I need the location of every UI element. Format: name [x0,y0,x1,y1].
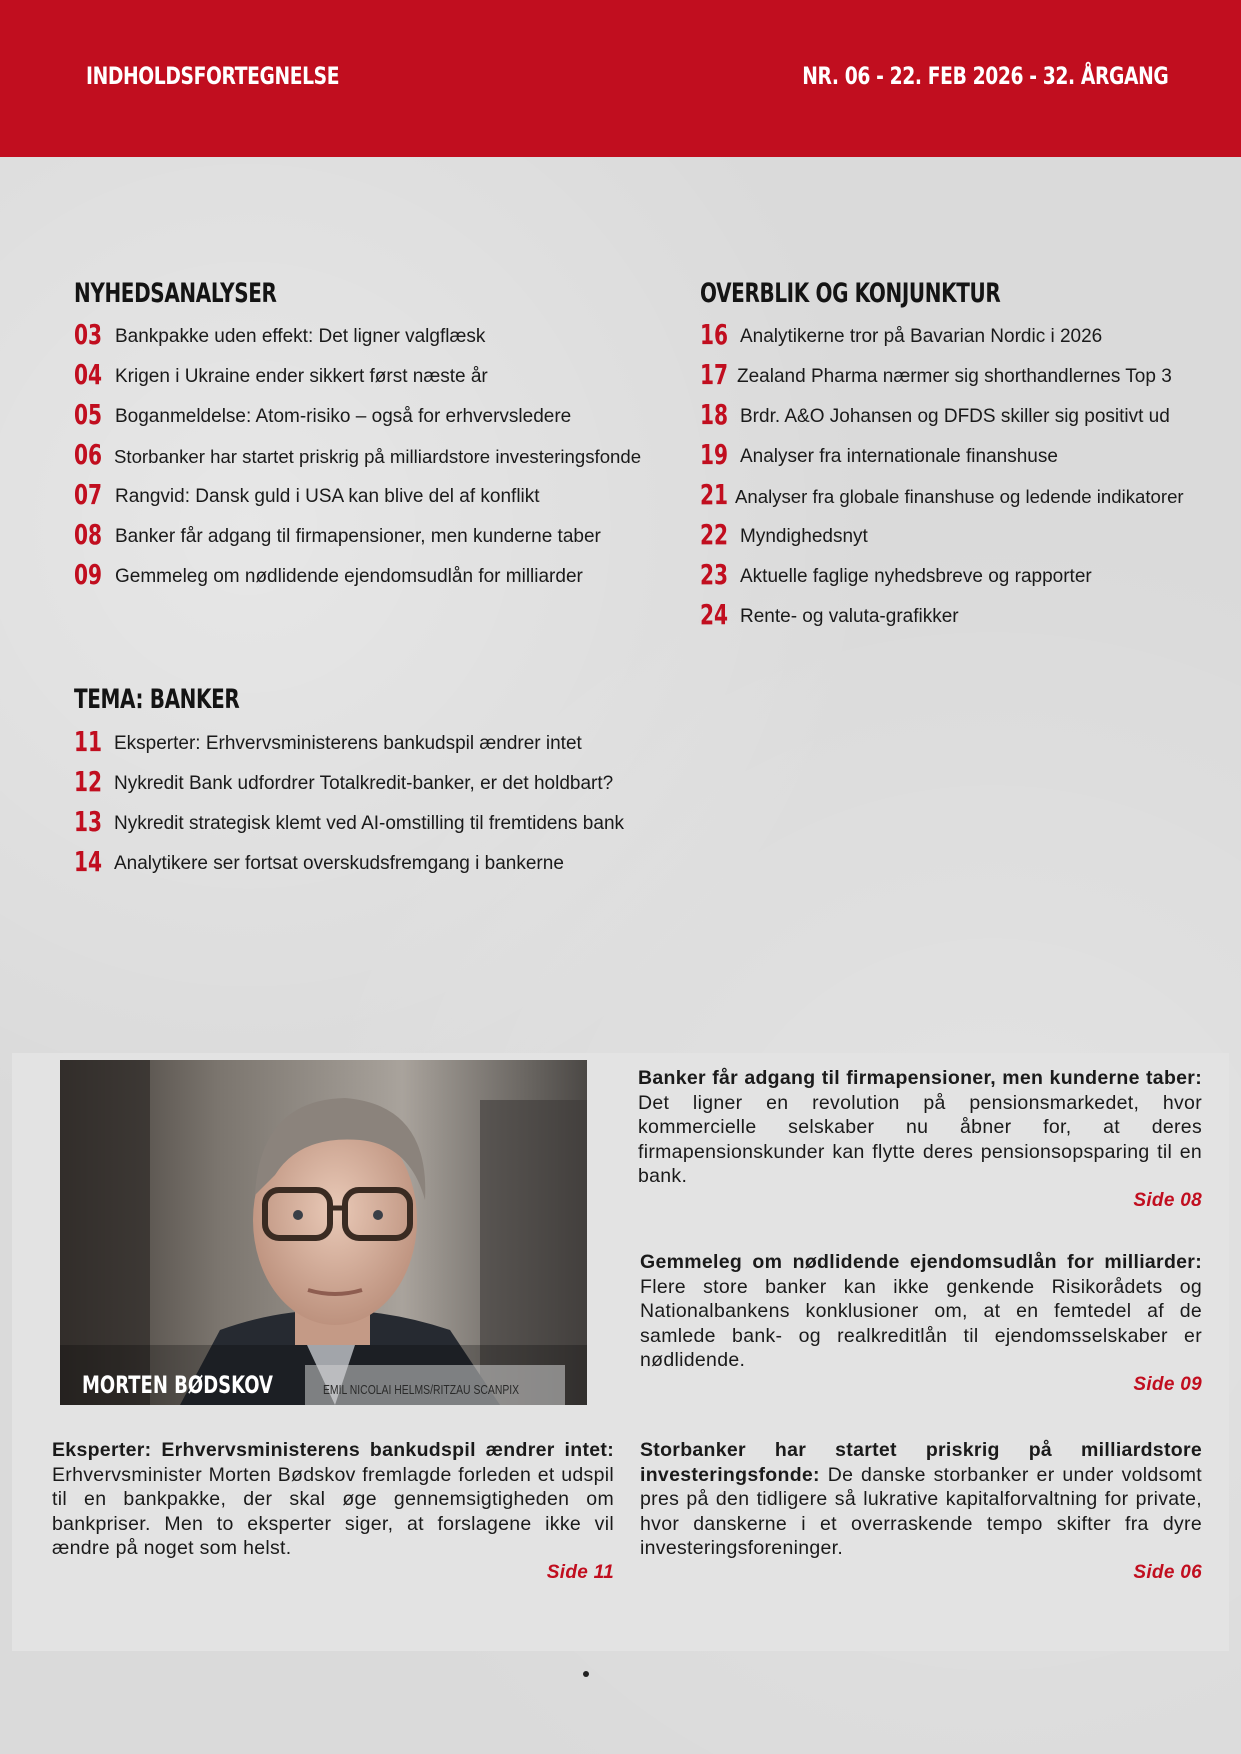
toc-item-title: Analytikerne tror på Bavarian Nordic i 2026 [740,326,1103,347]
toc-item-title: Bankpakke uden effekt: Det ligner valgflæsk [115,326,486,347]
teaser-ejendomsudlaan[interactable] [640,1250,1202,1398]
toc-page-number: 13 [74,805,103,838]
toc-page-number: 19 [700,438,729,471]
portrait-illustration [60,1060,587,1405]
toc-item-title: Myndighedsnyt [740,526,868,547]
toc-item-title: Zealand Pharma nærmer sig shorthandlernes Top 3 [737,366,1172,387]
teaser-page-ref: Side 08 [1133,1189,1202,1211]
toc-item-title: Storbanker har startet priskrig på milliardstore investeringsfonde [114,446,642,467]
teaser-body: Erhvervsminister Morten Bødskov fremlagde forleden et udspil til en bankpakke, der skal øge gennemsigtigheden om bankpriser. Men to eksperter siger, at forslagene ikke vil ændre på noget som helst. [52,1463,614,1560]
toc-page-number: 06 [74,438,103,471]
teaser-bankudspil[interactable] [52,1438,614,1586]
teaser-page-ref: Side 09 [1133,1373,1202,1395]
toc-item[interactable] [700,358,1220,398]
toc-item-title: Boganmeldelse: Atom-risiko – også for erhvervsledere [115,406,572,427]
toc-item[interactable] [74,478,674,518]
toc-item-title: Analytikere ser fortsat overskudsfremgang i bankerne [114,853,564,874]
photo-credit: EMIL NICOLAI HELMS/RITZAU SCANPIX [323,1382,520,1397]
toc-page-number: 11 [74,725,103,758]
teaser-body: De danske storbanker er under voldsomt pres på den tidligere så lukrative kapitalforvaltning for private, hvor danskerne i et overraskende tempo skifter fra dyre investeringsforeninger. [640,1463,1202,1560]
toc-page-number: 16 [700,318,729,351]
issue-info: NR. 06 - 22. FEB 2026 - 32. ÅRGANG [801,62,1168,90]
section-title-tema: TEMA: BANKER [74,684,240,715]
toc-item-title: Rangvid: Dansk guld i USA kan blive del af konflikt [115,486,540,507]
teaser-headline: Storbanker har startet priskrig på milliardstore investeringsfonde: [640,1439,1202,1486]
toc-page-number: 03 [74,318,103,351]
toc-page-number: 24 [700,598,729,631]
header-title: INDHOLDSFORTEGNELSE [86,62,340,90]
toc-item[interactable] [74,398,674,438]
portrait-photo [60,1060,587,1405]
toc-page-number: 18 [700,398,729,431]
toc-item[interactable] [74,518,674,558]
header-bar [0,0,1241,157]
toc-item-title: Analyser fra globale finanshuse og ledende indikatorer [735,486,1184,507]
toc-item[interactable] [74,438,674,478]
toc-item[interactable] [74,725,694,765]
section-title-nyhedsanalyser: NYHEDSANALYSER [74,278,277,309]
toc-item-title: Banker får adgang til firmapensioner, men kunderne taber [115,526,601,547]
toc-page-number: 08 [74,518,103,551]
toc-item[interactable] [74,558,674,598]
toc-page-number: 04 [74,358,103,391]
teaser-priskrig[interactable] [640,1438,1202,1586]
toc-list-tema [74,725,694,885]
toc-list-overblik [700,318,1220,638]
page-dot [583,1671,589,1677]
toc-item[interactable] [700,398,1220,438]
section-title-overblik: OVERBLIK OG KONJUNKTUR [700,278,1001,309]
toc-item[interactable] [700,598,1220,638]
toc-item-title: Aktuelle faglige nyhedsbreve og rapporter [740,566,1092,587]
teaser-body: Det ligner en revolution på pensionsmarkedet, hvor kommercielle selskaber nu åbner for, at deres firmapensionskunder kan flytte deres pensionsopsparing til en bank. [638,1091,1202,1188]
toc-item[interactable] [74,845,694,885]
photo-caption-name: MORTEN BØDSKOV [82,1371,273,1399]
teaser-firmapensioner[interactable] [638,1066,1202,1214]
toc-page-number: 09 [74,558,103,591]
teaser-body: Flere store banker kan ikke genkende Risikorådets og Nationalbankens konklusioner om, at en femtedel af de samlede bank- og realkreditlån til ejendomsselskaber er nødlidende. [640,1275,1202,1372]
toc-page-number: 21 [700,478,729,511]
toc-item[interactable] [74,805,694,845]
teaser-page-ref: Side 11 [546,1561,614,1583]
toc-list-nyhedsanalyser [74,318,674,598]
toc-page-number: 23 [700,558,729,591]
toc-item-title: Brdr. A&O Johansen og DFDS skiller sig positivt ud [740,406,1170,427]
toc-item[interactable] [74,318,674,358]
toc-item-title: Analyser fra internationale finanshuse [740,446,1058,467]
toc-item-title: Nykredit strategisk klemt ved AI-omstilling til fremtidens bank [114,813,625,834]
toc-page-number: 22 [700,518,729,551]
toc-page-number: 12 [74,765,103,798]
toc-item-title: Rente- og valuta-grafikker [740,606,959,627]
toc-item[interactable] [700,438,1220,478]
toc-item[interactable] [74,358,674,398]
toc-item-title: Gemmeleg om nødlidende ejendomsudlån for milliarder [115,566,583,587]
teaser-headline: Gemmeleg om nødlidende ejendomsudlån for milliarder: [640,1251,1202,1273]
toc-page-number: 07 [74,478,103,511]
toc-item-title: Krigen i Ukraine ender sikkert først næste år [115,366,488,387]
toc-item[interactable] [700,478,1220,518]
toc-page-number: 17 [700,358,729,391]
toc-item[interactable] [700,558,1220,598]
toc-page-number: 14 [74,845,103,878]
toc-item[interactable] [700,318,1220,358]
teaser-headline: Eksperter: Erhvervsministerens bankudspil ændrer intet: [52,1439,614,1461]
toc-item[interactable] [74,765,694,805]
toc-page-number: 05 [74,398,103,431]
teaser-page-ref: Side 06 [1133,1561,1202,1583]
toc-item-title: Eksperter: Erhvervsministerens bankudspil ændrer intet [114,733,582,754]
toc-item-title: Nykredit Bank udfordrer Totalkredit-banker, er det holdbart? [114,773,614,794]
toc-item[interactable] [700,518,1220,558]
teaser-headline: Banker får adgang til firmapensioner, men kunderne taber: [638,1067,1202,1089]
